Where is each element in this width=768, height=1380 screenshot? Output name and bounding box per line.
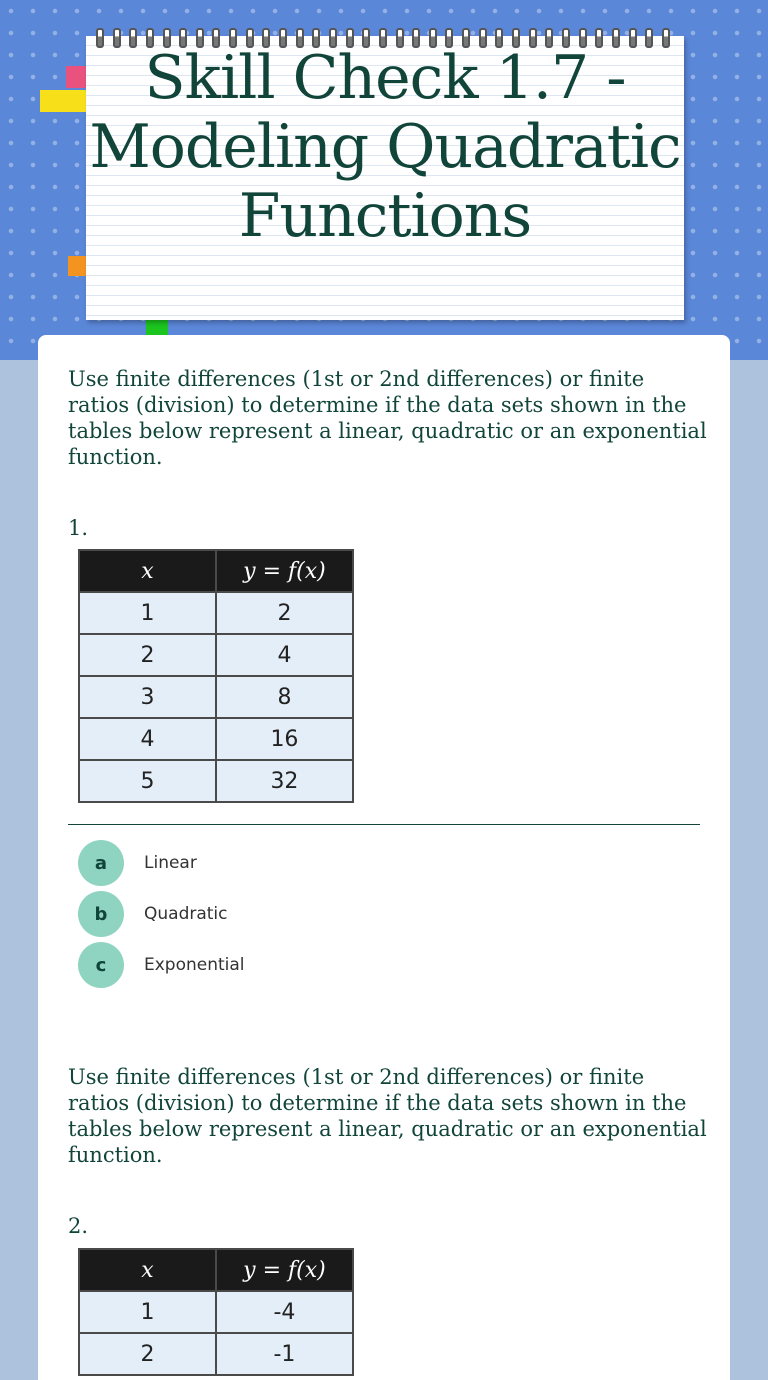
table-cell: 8: [216, 676, 353, 718]
question-1-instruction: Use finite differences (1st or 2nd differences) or finite ratios (division) to determine if the data sets shown in the tables below represent a linear, quadratic or an exponential function.: [68, 367, 707, 469]
table-cell: -4: [216, 1291, 353, 1333]
table-header-y: y = f(x): [216, 1249, 353, 1291]
table-cell: 32: [216, 760, 353, 802]
table-cell: 2: [216, 592, 353, 634]
option-a-badge[interactable]: a: [78, 840, 124, 886]
table-row: [79, 760, 353, 802]
table-cell: 4: [79, 718, 216, 760]
table-row: [79, 718, 353, 760]
option-a-linear[interactable]: [78, 840, 197, 886]
option-b-badge[interactable]: b: [78, 891, 124, 937]
option-b-label[interactable]: Quadratic: [144, 904, 228, 924]
table-row: [79, 592, 353, 634]
question-2-table: [78, 1248, 354, 1376]
table-row: [79, 634, 353, 676]
table-cell: 1: [79, 1291, 216, 1333]
table-cell: 2: [79, 1333, 216, 1375]
table-row: [79, 1291, 353, 1333]
table-row: [79, 1333, 353, 1375]
decorative-tab-pink: [66, 66, 88, 88]
table-cell: 1: [79, 592, 216, 634]
option-c-badge[interactable]: c: [78, 942, 124, 988]
decorative-tab-yellow: [40, 90, 88, 112]
option-c-label[interactable]: Exponential: [144, 955, 245, 975]
table-cell: 4: [216, 634, 353, 676]
worksheet-title: Skill Check 1.7 - Modeling Quadratic Functions: [89, 43, 681, 251]
option-b-quadratic[interactable]: [78, 891, 228, 937]
table-cell: -1: [216, 1333, 353, 1375]
decorative-tab-green: [146, 318, 168, 336]
table-cell: 16: [216, 718, 353, 760]
table-header-y: y = f(x): [216, 550, 353, 592]
question-1-number: 1.: [68, 516, 89, 540]
table-header-x: x: [79, 550, 216, 592]
question-2-instruction: Use finite differences (1st or 2nd differences) or finite ratios (division) to determine if the data sets shown in the tables below represent a linear, quadratic or an exponential function.: [68, 1065, 707, 1167]
option-a-label[interactable]: Linear: [144, 853, 197, 873]
table-cell: 5: [79, 760, 216, 802]
table-cell: 2: [79, 634, 216, 676]
question-2-number: 2.: [68, 1214, 89, 1238]
question-divider: [68, 824, 700, 825]
table-header-x: x: [79, 1249, 216, 1291]
table-row: [79, 676, 353, 718]
table-cell: 3: [79, 676, 216, 718]
question-1-table: [78, 549, 354, 803]
option-c-exponential[interactable]: [78, 942, 245, 988]
